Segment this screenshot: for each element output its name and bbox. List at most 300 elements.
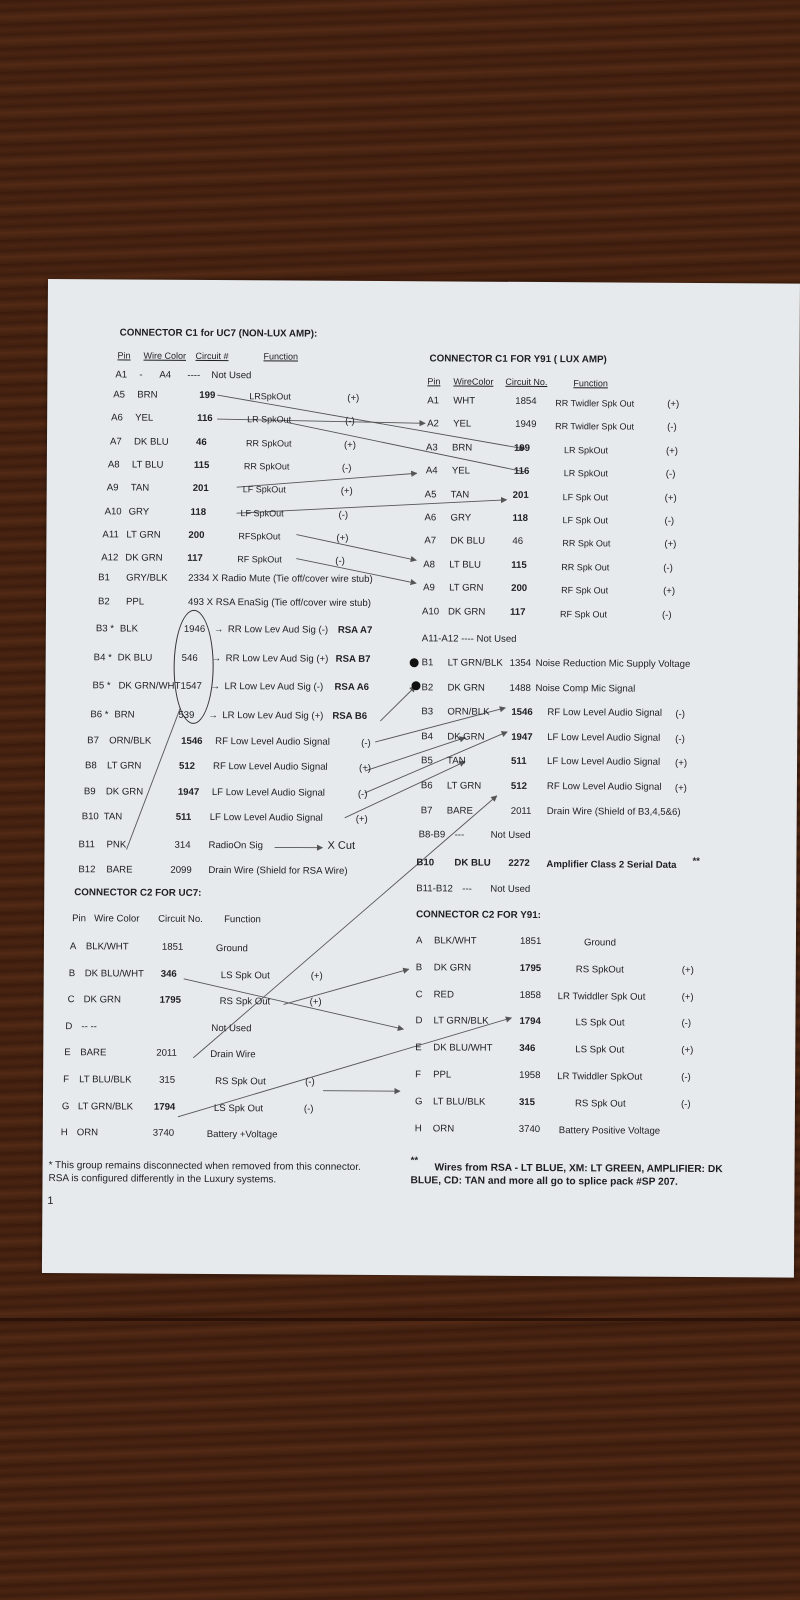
y91-c2-function: Battery Positive Voltage: [558, 1124, 661, 1137]
uc7-c1-b-pin: B7: [87, 735, 99, 747]
uc7-c1-function: LF SpkOut: [242, 484, 286, 495]
uc7-c2-title: CONNECTOR C2 FOR UC7:: [74, 887, 202, 899]
rsa-row-color: DK BLU: [117, 651, 153, 664]
uc7-c1-polarity: (-): [345, 416, 355, 428]
y91-c2-color: DK GRN: [433, 962, 472, 974]
rsa-row-color: DK GRN/WHT: [118, 680, 181, 692]
uc7-c1-b-polarity: (+): [358, 763, 372, 775]
uc7-c2-function: Battery +Voltage: [206, 1129, 278, 1141]
uc7-c1-circuit: 201: [192, 483, 209, 495]
y91-c1-polarity: (-): [664, 515, 675, 527]
b2-bullet: [411, 681, 420, 690]
y91-c1-b11b12-func: Not Used: [490, 883, 531, 895]
y91-c1-color: LT GRN: [449, 582, 484, 594]
y91-c1-header-function: Function: [573, 378, 608, 389]
uc7-c2-function: RS Spk Out: [215, 1076, 266, 1088]
uc7-c1-a1: A1: [115, 369, 128, 381]
uc7-c1-b11-color: PNK: [106, 839, 127, 851]
rsa-row-pin: B5 *: [92, 680, 111, 692]
uc7-c1-pin: A7: [109, 435, 122, 448]
y91-c2-function: LS Spk Out: [575, 1044, 625, 1056]
y91-c1-b-function: RF Low Level Audio Signal: [546, 781, 662, 793]
arrow-a11-a8: [296, 532, 416, 561]
uc7-c1-polarity: (+): [347, 392, 360, 404]
uc7-c1-b-circuit: 511: [175, 811, 192, 823]
y91-c1-b-function: Noise Comp Mic Signal: [535, 682, 636, 695]
y91-c2-circuit: 315: [518, 1096, 536, 1108]
uc7-c2-polarity: (-): [305, 1076, 315, 1088]
y91-c2-circuit: 1958: [519, 1069, 541, 1082]
uc7-c1-b-color: ORN/BLK: [109, 735, 152, 747]
uc7-c1-pin: A8: [107, 459, 120, 471]
y91-c1-color: LT BLU: [449, 559, 481, 571]
arrow-b9-b4: [365, 731, 507, 794]
rsa-row-function: LR Low Lev Aud Sig (+): [222, 709, 324, 722]
rsa-row-function: RR Low Lev Aud Sig (+): [225, 652, 329, 665]
y91-c1-b-function: Drain Wire (Shield of B3,4,5&6): [546, 805, 681, 818]
y91-c1-polarity: (-): [661, 609, 672, 621]
rsa-row-circuit: 1946: [183, 623, 206, 635]
uc7-c1-b-pin: B8: [84, 760, 97, 772]
y91-c1-b10-mark: **: [692, 855, 700, 867]
y91-c1-function: RR Spk Out: [562, 538, 611, 549]
uc7-c1-b-function: RF Low Level Audio Signal: [215, 736, 330, 748]
y91-c2-circuit: 346: [519, 1043, 536, 1055]
uc7-c1-color: LT BLU: [131, 459, 164, 471]
uc7-c1-color: YEL: [135, 412, 154, 424]
uc7-c1-color: DK GRN: [125, 552, 163, 564]
uc7-c2-function: Drain Wire: [210, 1049, 256, 1061]
y91-c1-circuit: 1854: [515, 395, 537, 407]
y91-c2-function: RS Spk Out: [574, 1098, 626, 1110]
rsa-row-circuit: 1547: [180, 680, 202, 692]
uc7-c2-color: BLK/WHT: [85, 941, 129, 953]
uc7-c1-color: BRN: [137, 389, 158, 401]
y91-c1-circuit: 199: [513, 442, 531, 454]
y91-c1-color: TAN: [450, 489, 470, 501]
uc7-c1-circuit: 116: [197, 413, 213, 425]
y91-c1-function: LR SpkOut: [563, 444, 609, 456]
rsa-row-rsa-pin: RSA B6: [332, 710, 368, 722]
uc7-c1-color: DK BLU: [133, 436, 169, 448]
y91-c2-function: LS Spk Out: [575, 1017, 625, 1029]
y91-c1-b-pin: B2: [421, 681, 434, 693]
y91-c1-b-color: LT GRN: [446, 780, 482, 792]
y91-c2-pin: G: [414, 1096, 423, 1108]
y91-c2-color: PPL: [433, 1069, 452, 1081]
uc7-c1-polarity: (-): [338, 509, 349, 521]
uc7-c2-polarity: (+): [310, 970, 323, 982]
uc7-c1-b12-color: BARE: [106, 864, 133, 876]
line-b11-oval: [127, 707, 181, 849]
y91-c1-function: RR Twidler Spk Out: [555, 421, 635, 432]
y91-c1-b10-func: Amplifier Class 2 Serial Data: [546, 859, 677, 871]
y91-c2-circuit: 1851: [519, 935, 542, 948]
y91-c1-pin: A3: [425, 442, 438, 454]
uc7-c1-b1-pin: B1: [98, 572, 110, 584]
y91-c2-pin: H: [414, 1122, 422, 1134]
rsa-row-pin: B4 *: [93, 651, 112, 663]
rsa-row-circuit: 539: [178, 709, 195, 721]
uc7-c2-color: LT BLU/BLK: [79, 1074, 132, 1086]
y91-c1-b10-pin: B10: [416, 857, 435, 869]
uc7-c1-b-color: DK GRN: [105, 785, 144, 798]
uc7-c1-a1-dash: -: [139, 369, 143, 381]
y91-c2-polarity: (-): [680, 1098, 691, 1110]
y91-c1-b-polarity: (+): [674, 782, 687, 794]
y91-c1-b-pin: B6: [420, 780, 433, 792]
y91-c1-title: CONNECTOR C1 FOR Y91 ( LUX AMP): [429, 353, 607, 366]
y91-c2-circuit: 1858: [519, 989, 542, 1001]
y91-c1-polarity: (-): [663, 562, 673, 574]
uc7-c2-function: Ground: [215, 943, 248, 955]
y91-c1-b-pin: B1: [421, 657, 434, 669]
uc7-c2-pin: B: [68, 967, 76, 979]
y91-c1-b-pin: B4: [421, 731, 433, 743]
y91-c1-b-circuit: 1488: [509, 682, 531, 694]
uc7-c1-a1-func: Not Used: [211, 370, 252, 382]
y91-c1-pin: A7: [424, 535, 437, 547]
rsa-row-rsa-pin: RSA A7: [337, 624, 373, 636]
y91-c2-pin: B: [415, 962, 423, 974]
uc7-c2-pin: F: [63, 1074, 70, 1086]
y91-c2-color: RED: [433, 988, 454, 1001]
y91-c1-header-color: WireColor: [453, 376, 494, 387]
y91-c1-header-pin: Pin: [427, 376, 441, 387]
uc7-c1-b-color: TAN: [103, 811, 123, 823]
y91-c2-function: LR Twiddler SpkOut: [557, 1071, 643, 1083]
uc7-c2-polarity: (-): [303, 1103, 314, 1115]
y91-c2-pin: F: [415, 1069, 422, 1081]
uc7-c1-b-pin: B10: [81, 811, 99, 823]
y91-c2-color: ORN: [432, 1122, 455, 1135]
rsa-row-rsa-pin: RSA B7: [335, 653, 371, 665]
uc7-c1-header-circuit: Circuit #: [195, 350, 229, 362]
y91-c1-pin: A6: [424, 512, 437, 524]
uc7-c2-circuit: 1794: [153, 1101, 176, 1113]
y91-c1-function: LF Spk Out: [562, 515, 609, 526]
rsa-row-arrow: →: [211, 652, 222, 664]
uc7-c1-header-color: Wire Color: [143, 350, 187, 361]
y91-c1-b8b9-pin: B8-B9: [418, 829, 446, 841]
rsa-row-arrow: →: [210, 681, 221, 693]
rsa-row-function: LR Low Lev Aud Sig (-): [224, 681, 324, 693]
arrow-b6-b2: [380, 686, 415, 721]
y91-c2-function: RS SpkOut: [575, 964, 624, 976]
uc7-c1-circuit: 118: [190, 506, 207, 518]
uc7-c1-b-polarity: (+): [355, 813, 368, 825]
uc7-c1-b11-circuit: 314: [174, 839, 191, 851]
y91-c1-b-color: DK GRN: [447, 731, 485, 743]
y91-c1-b-circuit: 2011: [510, 805, 532, 817]
y91-c2-function: Ground: [583, 937, 616, 949]
uc7-c2-header-circuit: Circuit No.: [158, 913, 203, 925]
uc7-c1-b1-text: 2334 X Radio Mute (Tie off/cover wire stub): [188, 572, 373, 585]
rsa-row-arrow: →: [213, 624, 224, 636]
uc7-c1-polarity: (-): [341, 462, 352, 474]
uc7-c1-circuit: 117: [187, 552, 203, 565]
uc7-c2-pin: G: [61, 1100, 70, 1112]
y91-c1-polarity: (+): [663, 585, 676, 598]
uc7-c1-b-function: RF Low Level Audio Signal: [212, 761, 328, 774]
y91-c1-pin: A10: [421, 605, 440, 617]
uc7-c2-pin: D: [65, 1020, 73, 1032]
uc7-c2-function: RS Spk Out: [219, 996, 271, 1008]
y91-c2-polarity: (+): [681, 1045, 694, 1057]
uc7-c2-header-color: Wire Color: [94, 913, 140, 925]
uc7-c1-function: RR SpkOut: [245, 437, 292, 449]
y91-c1-circuit: 117: [509, 606, 526, 618]
y91-c1-b-polarity: (+): [675, 758, 688, 770]
uc7-c1-circuit: 115: [193, 459, 210, 471]
y91-c2-polarity: (+): [681, 991, 694, 1003]
y91-c1-pin: A2: [427, 418, 439, 430]
uc7-c2-circuit: 1851: [161, 941, 184, 953]
y91-c2-polarity: (+): [681, 964, 694, 976]
arrow-a6-a4: [287, 422, 525, 471]
uc7-c1-function: RR SpkOut: [243, 461, 290, 472]
uc7-c1-b-circuit: 512: [178, 761, 196, 773]
uc7-c2-pin: C: [67, 994, 75, 1006]
uc7-c1-b2-text: 493 X RSA EnaSig (Tie off/cover wire stub): [187, 596, 371, 609]
uc7-c2-color: -- --: [81, 1021, 97, 1033]
uc7-c1-b-pin: B9: [83, 785, 96, 797]
uc7-c1-b1-color: GRY/BLK: [126, 572, 168, 584]
uc7-c1-function: LR SpkOut: [247, 414, 292, 425]
uc7-c1-b11-func: RadioOn Sig: [208, 839, 263, 852]
y91-c1-polarity: (+): [665, 445, 678, 457]
y91-c1-b-function: LF Low Level Audio Signal: [547, 731, 661, 744]
y91-c1-color: YEL: [453, 418, 472, 430]
uc7-c1-title: CONNECTOR C1 for UC7 (NON-LUX AMP):: [119, 327, 318, 340]
rsa-row-rsa-pin: RSA A6: [334, 681, 370, 693]
y91-c1-b8b9-sep: ---: [454, 829, 465, 841]
y91-c1-b-polarity: (-): [675, 709, 685, 721]
rsa-row-pin: B3 *: [95, 623, 115, 635]
y91-c1-polarity: (+): [664, 539, 677, 551]
uc7-footnote: * This group remains disconnected when removed from this connector. RSA is configured differently in the Luxury systems.: [48, 1160, 361, 1186]
uc7-c2-circuit: 346: [160, 968, 177, 980]
page-number: 1: [47, 1195, 54, 1208]
y91-c1-b-function: LF Low Level Audio Signal: [547, 756, 661, 769]
uc7-c2-header-pin: Pin: [72, 913, 87, 925]
y91-c1-b11b12-pin: B11-B12: [416, 883, 453, 895]
y91-c1-circuit: 46: [512, 536, 524, 548]
y91-c1-circuit: 115: [511, 559, 527, 571]
y91-c1-color: YEL: [451, 465, 471, 477]
y91-c2-pin: E: [415, 1042, 422, 1054]
uc7-c1-pin: A10: [104, 505, 122, 517]
uc7-c2-polarity: (+): [309, 996, 322, 1008]
uc7-c1-polarity: (+): [336, 532, 349, 544]
y91-c1-b-circuit: 1546: [511, 707, 533, 719]
uc7-c2-color: ORN: [76, 1127, 99, 1139]
y91-c1-polarity: (+): [667, 398, 680, 410]
rsa-row-pin: B6 *: [90, 708, 109, 720]
uc7-c1-a1-sep: ----: [187, 369, 201, 381]
y91-c1-function: RF Spk Out: [561, 585, 609, 596]
uc7-c1-b-polarity: (-): [361, 737, 371, 749]
uc7-c1-a4: A4: [159, 369, 172, 381]
y91-c1-polarity: (+): [664, 492, 677, 504]
y91-c1-pin: A8: [423, 559, 436, 571]
uc7-c2-pin: H: [60, 1127, 68, 1139]
table-seam: [0, 1318, 800, 1321]
y91-c1-circuit: 1949: [515, 419, 537, 431]
y91-c1-color: GRY: [450, 512, 472, 524]
uc7-c2-function: Not Used: [211, 1022, 252, 1035]
arrow-c2c-b: [284, 968, 409, 1005]
uc7-c2-color: BARE: [80, 1047, 107, 1059]
y91-c2-pin: A: [415, 935, 423, 947]
y91-c1-function: LR SpkOut: [563, 468, 608, 479]
b1-bullet: [410, 658, 419, 667]
y91-c1-color: DK BLU: [450, 535, 486, 548]
y91-c1-circuit: 201: [512, 489, 529, 501]
y91-c2-circuit: 1795: [519, 962, 542, 974]
y91-c1-pin: A5: [424, 488, 437, 500]
y91-c1-pin: A4: [425, 465, 438, 477]
y91-c1-b10-color: DK BLU: [454, 857, 491, 869]
uc7-c2-header-function: Function: [224, 914, 261, 926]
uc7-c1-b2-pin: B2: [97, 596, 110, 608]
uc7-c1-b-circuit: 1546: [181, 735, 203, 747]
uc7-c2-color: DK BLU/WHT: [84, 967, 144, 980]
rsa-row-color: BLK: [119, 623, 139, 635]
uc7-c1-circuit: 200: [188, 529, 205, 541]
uc7-c1-function: LF SpkOut: [240, 507, 284, 518]
y91-c1-function: RF Spk Out: [559, 608, 608, 620]
uc7-c2-color: DK GRN: [83, 994, 121, 1006]
y91-c1-b-circuit: 512: [510, 780, 527, 792]
y91-c1-a11a12: A11-A12 ---- Not Used: [421, 633, 517, 645]
y91-c2-pin: C: [415, 988, 423, 1000]
rsa-row-circuit: 546: [181, 652, 198, 664]
uc7-c1-polarity: (+): [340, 485, 353, 498]
y91-c1-b10-circuit: 2272: [508, 857, 530, 869]
y91-c1-color: DK GRN: [447, 606, 486, 618]
uc7-c1-b11-cut: X Cut: [327, 839, 356, 852]
y91-c1-b-pin: B7: [420, 804, 433, 816]
y91-c1-function: RR Twidler Spk Out: [555, 398, 635, 409]
y91-c1-polarity: (-): [665, 468, 676, 481]
rsa-row-color: BRN: [114, 708, 135, 721]
uc7-c1-function: RFSpkOut: [238, 530, 281, 542]
uc7-c1-b-function: LF Low Level Audio Signal: [209, 811, 323, 824]
y91-c2-color: LT BLU/BLK: [432, 1096, 486, 1108]
y91-c1-color: BRN: [451, 442, 473, 454]
y91-c2-polarity: (-): [681, 1018, 692, 1030]
y91-note: Wires from RSA - LT BLUE, XM: LT GREEN, AMPLIFIER: DK BLUE, CD: TAN and more all go to splice pack #SP 207.: [410, 1162, 723, 1188]
y91-c1-pin: A1: [427, 395, 440, 407]
uc7-c1-pin: A6: [111, 412, 123, 424]
uc7-c2-function: LS Spk Out: [213, 1102, 264, 1114]
uc7-c1-b12-circuit: 2099: [170, 864, 192, 876]
y91-note-mark: **: [410, 1155, 419, 1167]
y91-c2-color: BLK/WHT: [433, 935, 477, 947]
y91-c2-circuit: 1794: [519, 1016, 541, 1028]
wiring-sheet: [42, 279, 800, 1278]
uc7-c2-pin: E: [64, 1047, 71, 1059]
uc7-c1-function: LRSpkOut: [249, 391, 291, 402]
y91-c1-header-circuit: Circuit No.: [505, 376, 548, 388]
y91-c1-circuit: 116: [513, 466, 530, 478]
y91-c1-b11b12-sep: ---: [462, 883, 472, 895]
uc7-c2-function: LS Spk Out: [220, 969, 270, 981]
uc7-c1-pin: A11: [102, 529, 119, 541]
y91-c2-color: DK BLU/WHT: [433, 1042, 493, 1054]
y91-c1-b-color: LT GRN/BLK: [447, 657, 503, 669]
uc7-c2-pin: A: [69, 941, 77, 953]
y91-c1-circuit: 118: [512, 512, 529, 524]
uc7-c1-polarity: (-): [335, 555, 345, 567]
uc7-c1-b11-pin: B11: [78, 839, 95, 851]
uc7-c1-color: GRY: [128, 505, 150, 518]
y91-c1-pin: A9: [423, 582, 435, 594]
y91-c2-polarity: (-): [681, 1071, 691, 1083]
rsa-row-function: RR Low Lev Aud Sig (-): [227, 624, 329, 636]
uc7-c1-b-polarity: (-): [357, 788, 368, 800]
uc7-c1-circuit: 199: [199, 389, 216, 402]
y91-c1-polarity: (-): [667, 422, 677, 434]
y91-c1-circuit: 200: [511, 583, 528, 595]
y91-c1-function: LF Spk Out: [562, 491, 609, 503]
y91-c1-b-function: Noise Reduction Mic Supply Voltage: [535, 657, 691, 670]
y91-c1-b-color: ORN/BLK: [447, 706, 490, 718]
uc7-c1-pin: A5: [113, 389, 126, 401]
uc7-c1-pin: A12: [101, 552, 119, 564]
arrow-c2b-d: [183, 979, 403, 1029]
uc7-c1-function: RF SpkOut: [237, 554, 282, 565]
uc7-c2-color: LT GRN/BLK: [77, 1100, 134, 1113]
y91-c1-b-circuit: 1947: [511, 731, 533, 743]
y91-c1-function: RR Spk Out: [561, 561, 610, 573]
uc7-c1-b-function: LF Low Level Audio Signal: [211, 786, 325, 799]
uc7-c1-polarity: (+): [343, 439, 357, 451]
y91-c1-b-pin: B3: [421, 706, 434, 718]
y91-c1-b-circuit: 1354: [509, 657, 532, 669]
y91-c1-b-pin: B5: [421, 755, 433, 767]
y91-c1-b-function: RF Low Level Audio Signal: [547, 707, 663, 719]
y91-c2-function: LR Twiddler Spk Out: [557, 990, 646, 1003]
uc7-c1-b-circuit: 1947: [177, 786, 200, 798]
uc7-c1-color: LT GRN: [126, 529, 161, 541]
y91-c2-color: LT GRN/BLK: [433, 1015, 489, 1028]
rsa-row-arrow: →: [208, 709, 218, 721]
uc7-c1-circuit: 46: [195, 436, 207, 448]
uc7-c1-pin: A9: [106, 482, 119, 494]
y91-c1-b-color: TAN: [447, 755, 466, 767]
y91-c1-b-polarity: (-): [675, 733, 685, 745]
uc7-c1-color: TAN: [130, 482, 150, 494]
uc7-c2-circuit: 1795: [159, 994, 181, 1007]
y91-c2-circuit: 3740: [518, 1123, 541, 1135]
uc7-c1-header-pin: Pin: [117, 350, 131, 361]
y91-c1-b-color: DK GRN: [447, 682, 485, 694]
y91-c1-color: WHT: [453, 395, 476, 407]
uc7-c1-b12-func: Drain Wire (Shield for RSA Wire): [208, 864, 348, 877]
y91-c2-title: CONNECTOR C2 FOR Y91:: [416, 909, 541, 922]
y91-c1-b-color: BARE: [446, 805, 473, 817]
uc7-c2-circuit: 315: [159, 1074, 176, 1086]
uc7-c1-b12-pin: B12: [78, 864, 96, 876]
y91-c1-b8b9-func: Not Used: [490, 829, 531, 841]
y91-c2-pin: D: [415, 1015, 423, 1027]
uc7-c2-circuit: 3740: [152, 1127, 175, 1139]
uc7-c1-b2-color: PPL: [125, 596, 145, 608]
uc7-c1-header-function: Function: [263, 351, 299, 362]
y91-c1-b-circuit: 511: [511, 756, 527, 768]
